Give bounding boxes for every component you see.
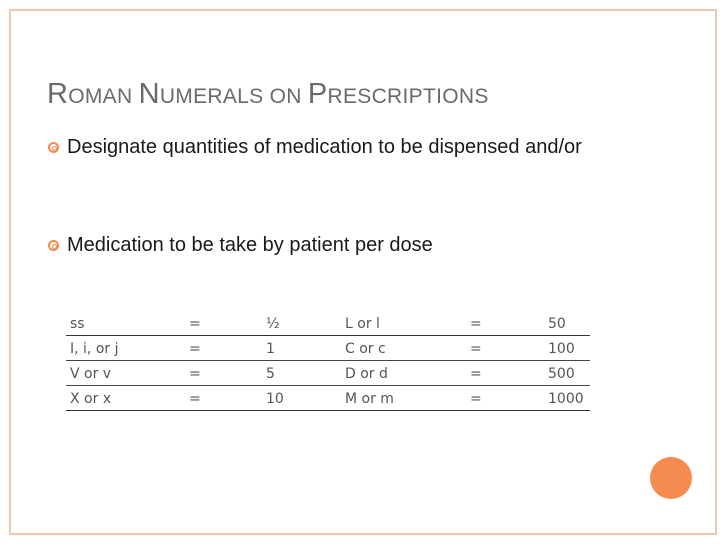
table-cell: 50 (548, 311, 590, 336)
bullet-icon (48, 142, 59, 153)
table-cell: = (470, 311, 548, 336)
table-row (66, 336, 590, 361)
table-cell: C or c (345, 336, 470, 361)
table-row (66, 386, 590, 411)
table-cell: 10 (266, 386, 345, 411)
table-cell: I, i, or j (66, 336, 189, 361)
bullet-text: Designate quantities of medication to be dispensed and/or (67, 136, 582, 158)
title-word: UMERALS ON (159, 85, 308, 108)
table-cell: = (470, 386, 548, 411)
decorative-circle (650, 457, 692, 499)
slide-title (47, 78, 489, 111)
table-cell: = (470, 336, 548, 361)
bullet-icon (48, 240, 59, 251)
table-cell: = (189, 361, 266, 386)
title-initial: R (47, 78, 69, 110)
table-row (66, 311, 590, 336)
table-cell: 5 (266, 361, 345, 386)
table-cell: 1 (266, 336, 345, 361)
table-cell: M or m (345, 386, 470, 411)
bullet-text: Medication to be take by patient per dose (67, 234, 433, 256)
table-cell: = (470, 361, 548, 386)
table-row (66, 361, 590, 386)
table-cell: 500 (548, 361, 590, 386)
title-word: OMAN (68, 85, 139, 108)
table-cell: V or v (66, 361, 189, 386)
table-cell: ss (66, 311, 189, 336)
table-cell: ½ (266, 311, 345, 336)
table-cell: X or x (66, 386, 189, 411)
title-initial: P (307, 78, 328, 110)
roman-numerals-table (66, 311, 590, 411)
table-cell: D or d (345, 361, 470, 386)
table-cell: = (189, 311, 266, 336)
table-cell: 100 (548, 336, 590, 361)
bullet-item (48, 134, 648, 161)
title-initial: N (138, 78, 160, 110)
table-cell: 1000 (548, 386, 590, 411)
table-cell: L or l (345, 311, 470, 336)
title-word: RESCRIPTIONS (327, 85, 489, 108)
table-cell: = (189, 336, 266, 361)
bullet-item (48, 232, 648, 259)
table-cell: = (189, 386, 266, 411)
